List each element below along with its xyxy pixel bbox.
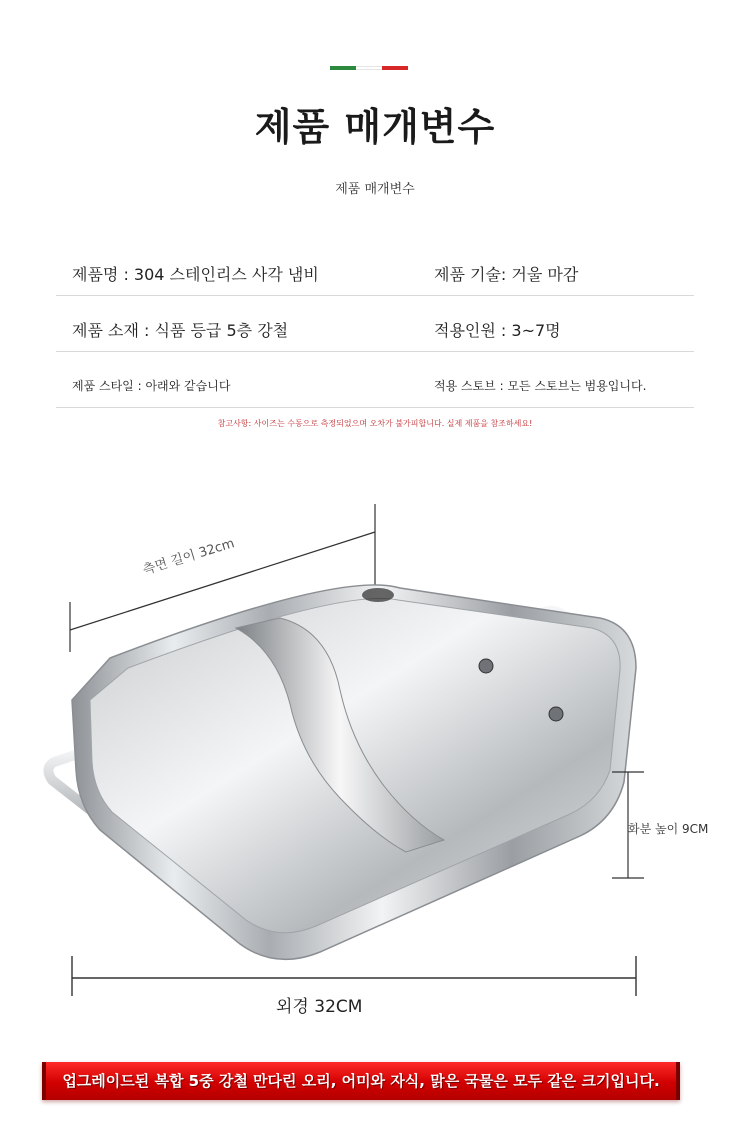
- italian-flag-stripe: [330, 66, 408, 70]
- flag-red-stripe: [382, 66, 408, 70]
- spec-servings: 적용인원 : 3~7명: [434, 321, 561, 340]
- flag-green-stripe: [330, 66, 356, 70]
- promo-banner-text: 업그레이드된 복합 5중 강철 만다린 오리, 어미와 자식, 맑은 국물은 모두 같은 크기입니다.: [62, 1072, 660, 1090]
- spec-stove: 적용 스토브 : 모든 스토브는 범용입니다.: [434, 379, 647, 393]
- spec-table: [56, 240, 694, 408]
- outer-diameter-dimension: [72, 956, 636, 996]
- side-length-label: 측면 길이 32cm: [141, 536, 237, 579]
- spec-product-name: 제품명 : 304 스테인리스 사각 냄비: [72, 265, 319, 284]
- flag-white-stripe: [356, 66, 382, 70]
- pot-height-label: 화분 높이 9CM: [628, 822, 709, 836]
- spec-row: [56, 352, 694, 408]
- spec-material: 제품 소재 : 식품 등급 5층 강철: [72, 321, 289, 340]
- spec-row: [56, 296, 694, 352]
- spec-product-tech: 제품 기술: 거울 마감: [434, 265, 579, 284]
- reference-note: 참고사항: 사이즈는 수동으로 측정되었으며 오차가 불가피합니다. 실제 제품을 참조하세요!: [217, 419, 533, 428]
- product-figure: [40, 500, 720, 1017]
- pot-body: [72, 585, 636, 959]
- spec-style: 제품 스타일 : 아래와 같습니다: [72, 379, 231, 393]
- outer-diameter-label: 외경 32CM: [276, 997, 363, 1017]
- page-subtitle: 제품 매개변수: [335, 182, 415, 197]
- hotpot-illustration: [40, 500, 720, 1010]
- spec-row: [56, 240, 694, 296]
- page-title: 제품 매개변수: [254, 105, 496, 149]
- promo-banner: [42, 1062, 680, 1100]
